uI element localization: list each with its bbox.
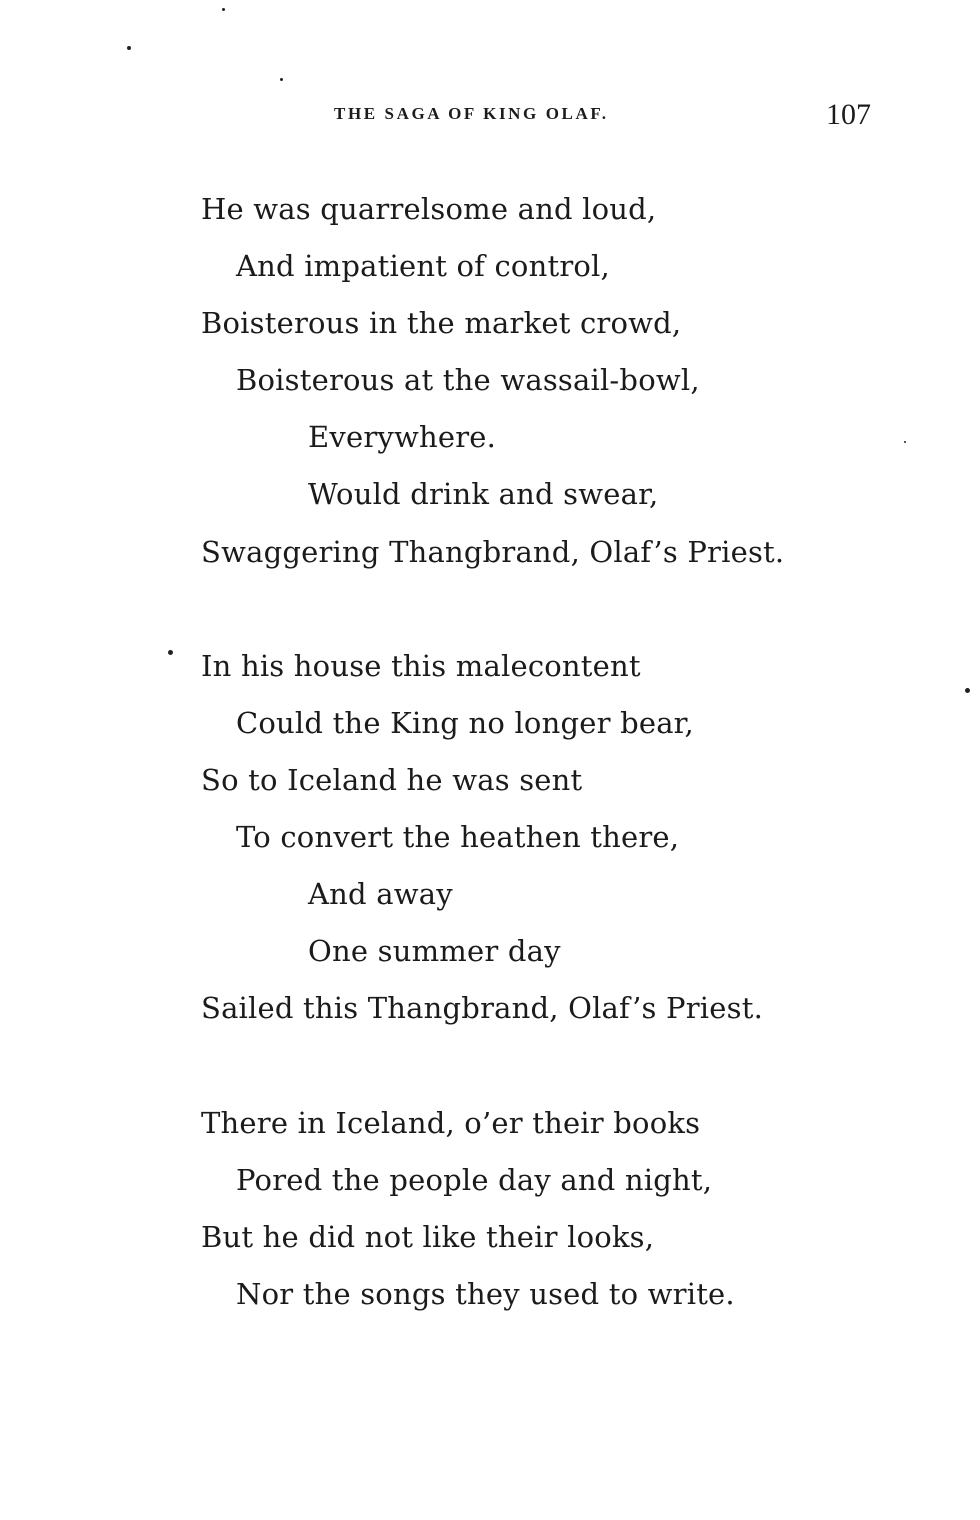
poem-line: Everywhere.	[308, 420, 497, 454]
poem-line: Nor the songs they used to write.	[236, 1277, 735, 1311]
running-title: THE SAGA OF KING OLAF.	[334, 104, 609, 123]
poem-line: So to Iceland he was sent	[201, 763, 583, 797]
print-speck	[965, 688, 970, 693]
poem-line: But he did not like their looks,	[201, 1220, 655, 1254]
poem-line: Could the King no longer bear,	[236, 706, 694, 740]
print-speck	[127, 46, 131, 50]
poem-line: Boisterous at the wassail-bowl,	[236, 363, 700, 397]
poem-line: Would drink and swear,	[308, 477, 659, 511]
poem-line: To convert the heathen there,	[236, 820, 680, 854]
poem-line: Boisterous in the market crowd,	[201, 306, 682, 340]
print-speck	[168, 650, 173, 655]
poem-line: Swaggering Thangbrand, Olaf’s Priest.	[201, 535, 785, 569]
poem-line: One summer day	[308, 934, 561, 968]
poem-line: In his house this malecontent	[201, 649, 641, 683]
print-speck	[904, 441, 906, 443]
poem-line: There in Iceland, o’er their books	[201, 1106, 701, 1140]
print-speck	[280, 78, 283, 81]
poem-line: He was quarrelsome and loud,	[201, 192, 657, 226]
poem-line: And away	[308, 877, 453, 911]
poem-line: Pored the people day and night,	[236, 1163, 713, 1197]
page-number: 107	[826, 98, 871, 131]
poem-line: Sailed this Thangbrand, Olaf’s Priest.	[201, 991, 763, 1025]
poem-line: And impatient of control,	[236, 249, 610, 283]
print-speck	[222, 8, 225, 11]
